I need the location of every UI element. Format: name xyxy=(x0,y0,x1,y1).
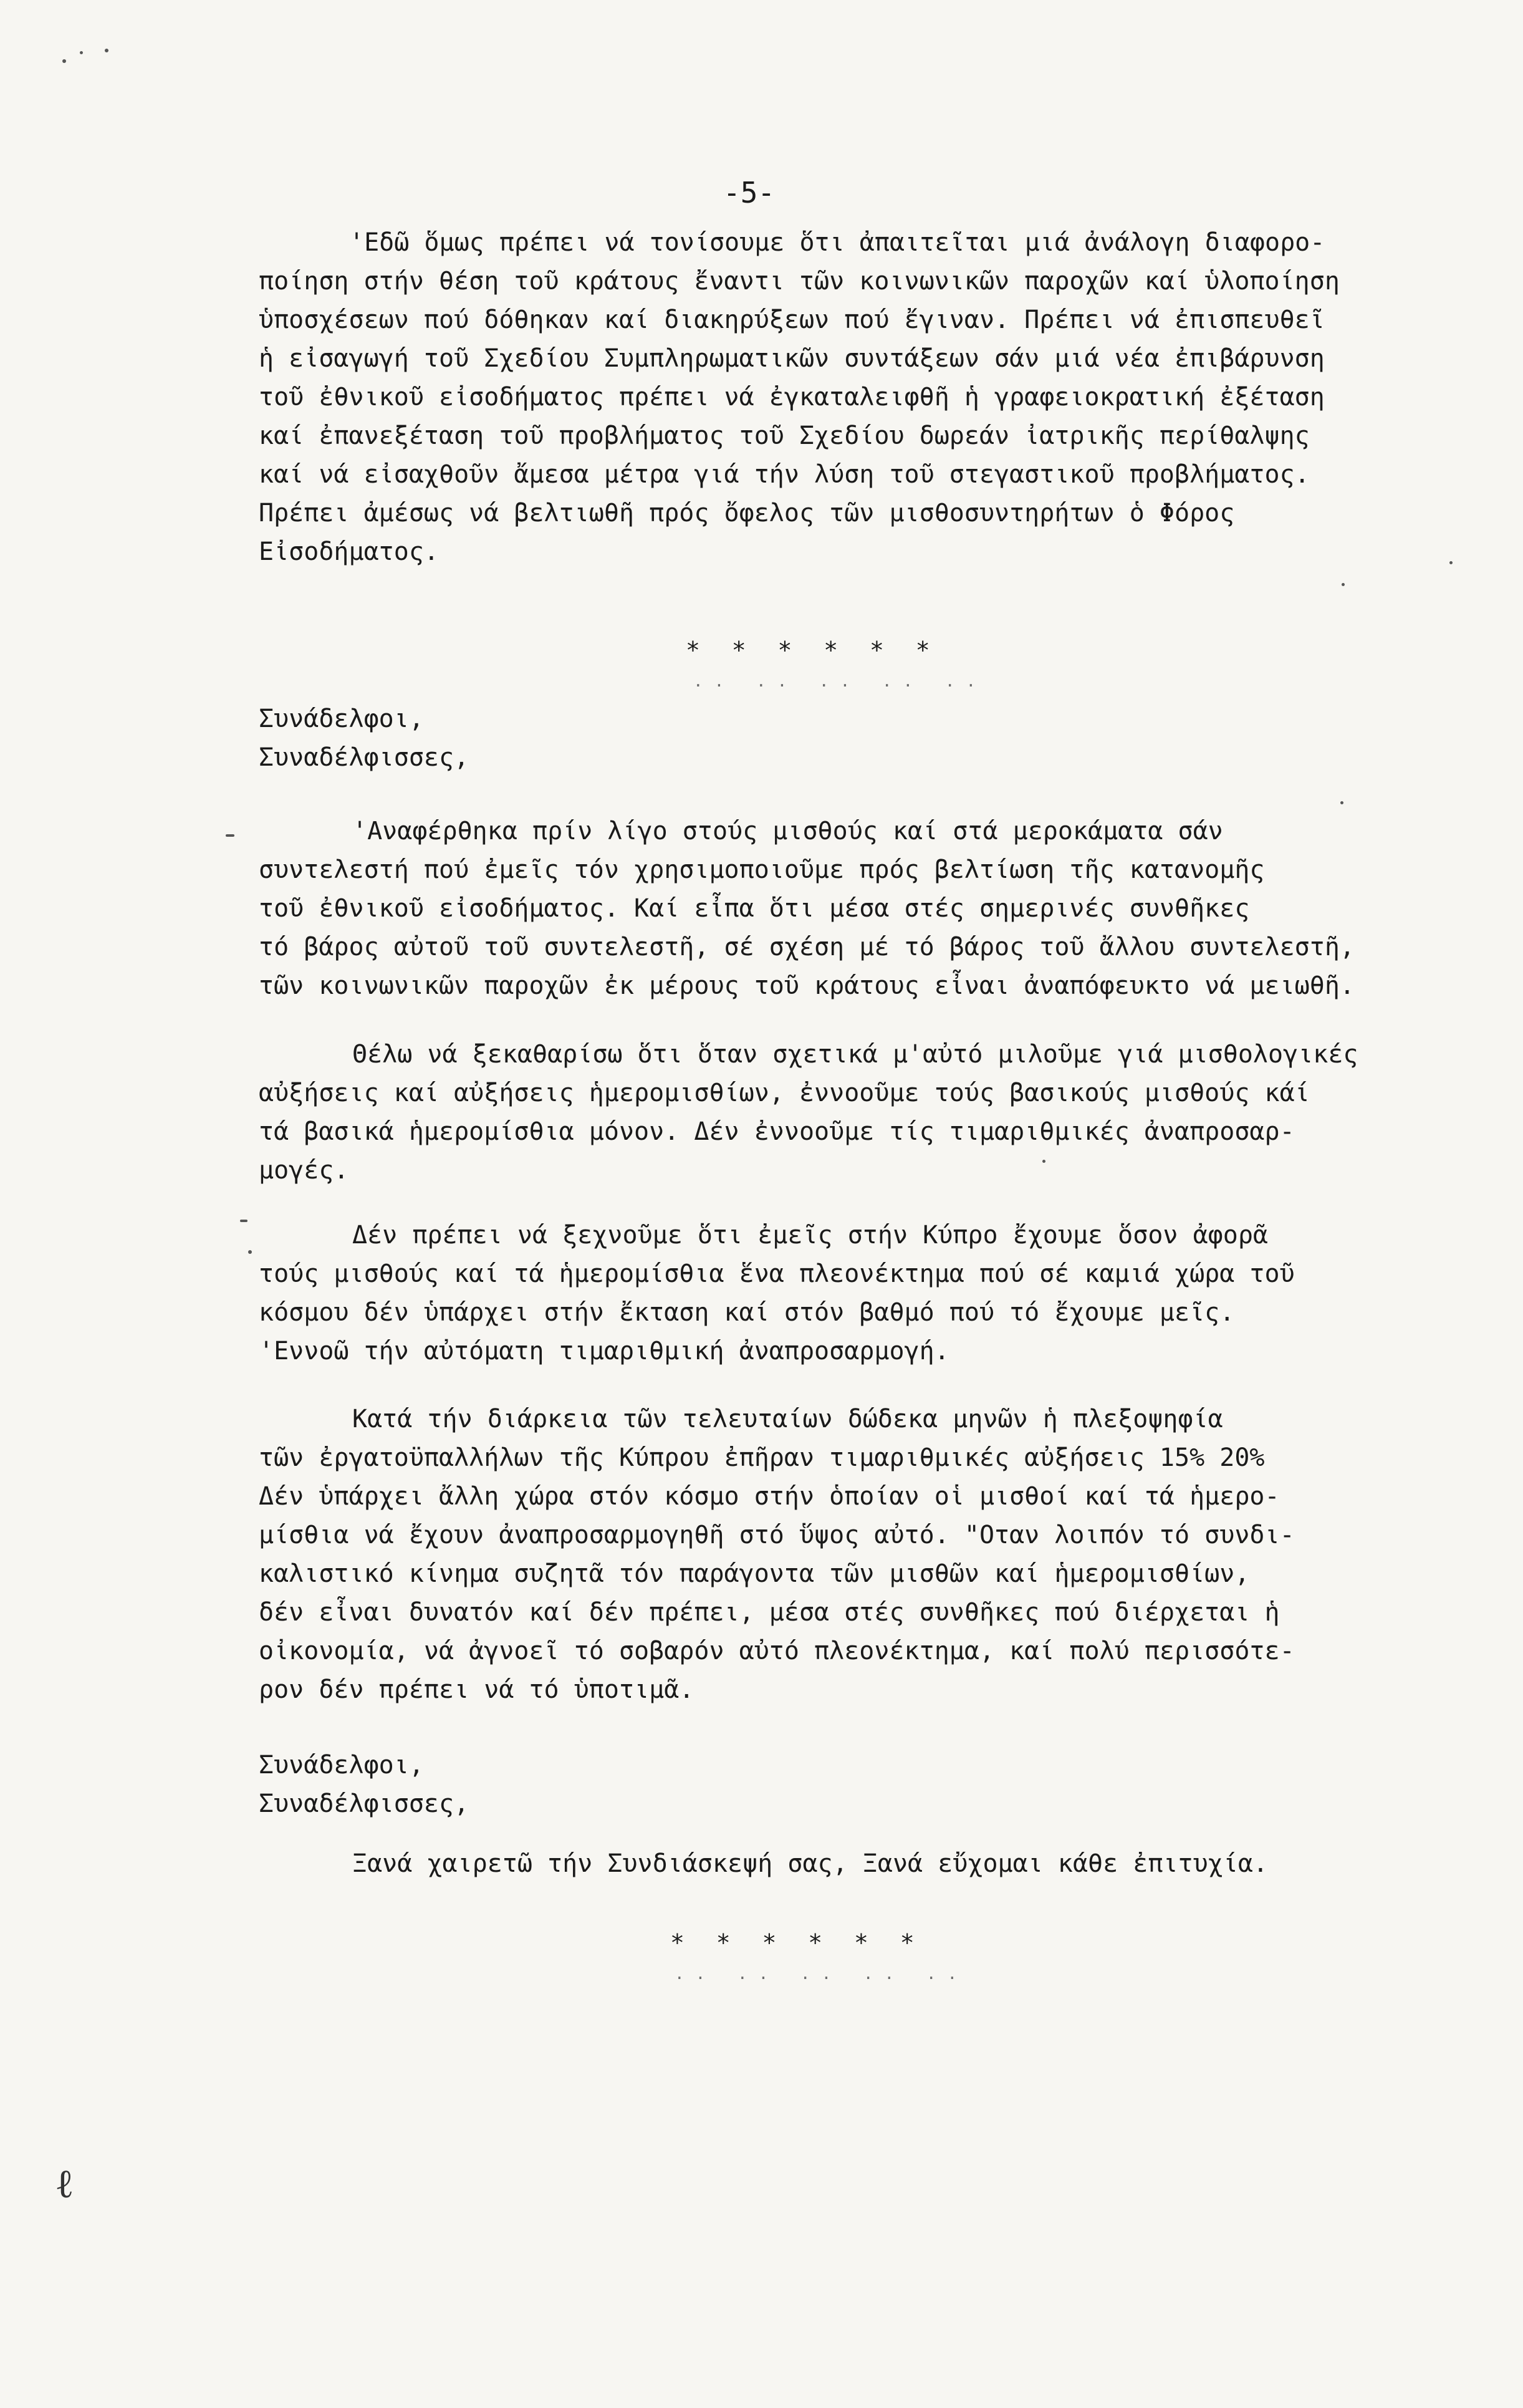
paragraph-4 xyxy=(259,1216,1481,1370)
scan-speck xyxy=(80,51,83,54)
scan-speck xyxy=(226,834,234,837)
text-line: τό βάρος αὐτοῦ τοῦ συντελεστῆ, σέ σχέση μέ τό βάρος τοῦ ἄλλου συντελεστῆ, xyxy=(259,933,1355,961)
text-line: Δέν πρέπει νά ξεχνοῦμε ὅτι ἐμεῖς στήν Κύπρο ἔχουμε ὅσον ἀφορᾶ xyxy=(352,1221,1269,1250)
text-line: 'Εδῶ ὅμως πρέπει νά τονίσουμε ὅτι ἀπαιτεῖται μιά ἀνάλογη διαφορο- xyxy=(349,228,1325,257)
scan-speck xyxy=(1342,583,1345,586)
scan-speck xyxy=(248,1250,252,1254)
text-line: καί ἐπανεξέταση τοῦ προβλήματος τοῦ Σχεδίου δωρεάν ἰατρικῆς περίθαλψης xyxy=(259,421,1310,450)
greeting-line: Συναδέλφισσες, xyxy=(259,1789,469,1818)
text-line: Θέλω νά ξεκαθαρίσω ὅτι ὅταν σχετικά μ'αὐτό μιλοῦμε γιά μισθολογικές xyxy=(352,1040,1358,1069)
page-number: -5- xyxy=(723,176,776,209)
text-line: Εἰσοδήματος. xyxy=(259,537,439,566)
text-line: τά βασικά ἡμερομίσθια μόνον. Δέν ἐννοοῦμε τίς τιμαριθμικές ἀναπροσαρ- xyxy=(259,1117,1295,1146)
text-line: κόσμου δέν ὑπάρχει στήν ἔκταση καί στόν βαθμό πού τό ἔχουμε μεῖς. xyxy=(259,1298,1235,1327)
scan-speck xyxy=(1449,561,1453,564)
text-line: μογές. xyxy=(259,1156,349,1185)
scan-speck xyxy=(105,49,108,52)
text-line: οἰκονομία, νά ἀγνοεῖ τό σοβαρόν αὐτό πλεονέκτημα, καί πολύ περισσότε- xyxy=(259,1637,1295,1665)
separator-dots: .. .. .. .. .. xyxy=(693,672,987,691)
greeting-1 xyxy=(259,700,1481,777)
scan-speck xyxy=(1042,1160,1045,1163)
text-line: ὑποσχέσεων πού δόθηκαν καί διακηρύξεων πού ἔγιναν. Πρέπει νά ἐπισπευθεῖ xyxy=(259,306,1325,334)
text-line: τῶν ἐργατοϋπαλλήλων τῆς Κύπρου ἐπῆραν τιμαριθμικές αὐξήσεις 15% 20% xyxy=(259,1443,1265,1472)
text-line: Πρέπει ἀμέσως νά βελτιωθῆ πρός ὄφελος τῶν μισθοσυντηρήτων ὁ Φόρος xyxy=(259,499,1235,527)
text-line: 'Εννοῶ τήν αὐτόματη τιμαριθμική ἀναπροσαρμογή. xyxy=(259,1337,949,1365)
separator-dots: .. .. .. .. .. xyxy=(675,1965,969,1983)
text-line: Δέν ὑπάρχει ἄλλη χώρα στόν κόσμο στήν ὁποίαν οἱ μισθοί καί τά ἡμερο- xyxy=(259,1482,1280,1511)
text-line: ρον δέν πρέπει νά τό ὑποτιμᾶ. xyxy=(259,1675,694,1704)
paragraph-2 xyxy=(259,812,1481,1005)
greeting-line: Συναδέλφισσες, xyxy=(259,743,469,772)
text-line: ἡ εἰσαγωγή τοῦ Σχεδίου Συμπληρωματικῶν συντάξεων σάν μιά νέα ἐπιβάρυνση xyxy=(259,344,1325,373)
greeting-2 xyxy=(259,1746,1481,1823)
scan-speck xyxy=(1340,801,1343,804)
text-line: 'Αναφέρθηκα πρίν λίγο στούς μισθούς καί στά μεροκάματα σάν xyxy=(352,817,1223,845)
text-line: καλιστικό κίνημα συζητᾶ τόν παράγοντα τῶν μισθῶν καί ἡμερομισθίων, xyxy=(259,1559,1250,1588)
text-line: ποίηση στήν θέση τοῦ κράτους ἔναντι τῶν κοινωνικῶν παροχῶν καί ὑλοποίηση xyxy=(259,267,1340,296)
text-line: μίσθια νά ἔχουν ἀναπροσαρμογηθῆ στό ὕψος αὐτό. "Οταν λοιπόν τό συνδι- xyxy=(259,1521,1295,1549)
text-line: τοῦ ἐθνικοῦ εἰσοδήματος πρέπει νά ἐγκαταλειφθῆ ἡ γραφειοκρατική ἐξέταση xyxy=(259,383,1325,412)
text-line: αὐξήσεις καί αὐξήσεις ἡμερομισθίων, ἐννοοῦμε τούς βασικούς μισθούς κάί xyxy=(259,1079,1310,1107)
scan-speck xyxy=(240,1220,247,1222)
scan-speck xyxy=(62,59,66,63)
text-line: δέν εἶναι δυνατόν καί δέν πρέπει, μέσα στές συνθῆκες πού διέρχεται ἡ xyxy=(259,1598,1280,1627)
greeting-line: Συνάδελφοι, xyxy=(259,1751,424,1780)
paragraph-3 xyxy=(259,1035,1481,1190)
text-line: τοῦ ἐθνικοῦ εἰσοδήματος. Καί εἶπα ὅτι μέσα στές σημερινές συνθῆκες xyxy=(259,894,1250,923)
separator-stars: * * * * * * xyxy=(686,637,939,664)
paragraph-5 xyxy=(259,1400,1481,1709)
text-line: συντελεστή πού ἐμεῖς τόν χρησιμοποιοῦμε πρός βελτίωση τῆς κατανομῆς xyxy=(259,855,1265,884)
paragraph-1 xyxy=(259,223,1481,571)
closing-line xyxy=(259,1844,1481,1883)
text-line: τούς μισθούς καί τά ἡμερομίσθια ἕνα πλεονέκτημα πού σέ καμιά χώρα τοῦ xyxy=(259,1259,1295,1288)
text-line: καί νά εἰσαχθοῦν ἄμεσα μέτρα γιά τήν λύση τοῦ στεγαστικοῦ προβλήματος. xyxy=(259,460,1310,489)
greeting-line: Συνάδελφοι, xyxy=(259,705,424,733)
text-line: Κατά τήν διάρκεια τῶν τελευταίων δώδεκα μηνῶν ἡ πλεξοψηφία xyxy=(352,1405,1223,1433)
text-line: τῶν κοινωνικῶν παροχῶν ἐκ μέρους τοῦ κράτους εἶναι ἀναπόφευκτο νά μειωθῆ. xyxy=(259,971,1355,1000)
handwritten-margin-mark: ℓ xyxy=(55,2161,74,2207)
separator-stars: * * * * * * xyxy=(670,1929,923,1957)
text-line: Ξανά χαιρετῶ τήν Συνδιάσκεψή σας, Ξανά εὔχομαι κάθε ἐπιτυχία. xyxy=(352,1849,1269,1878)
